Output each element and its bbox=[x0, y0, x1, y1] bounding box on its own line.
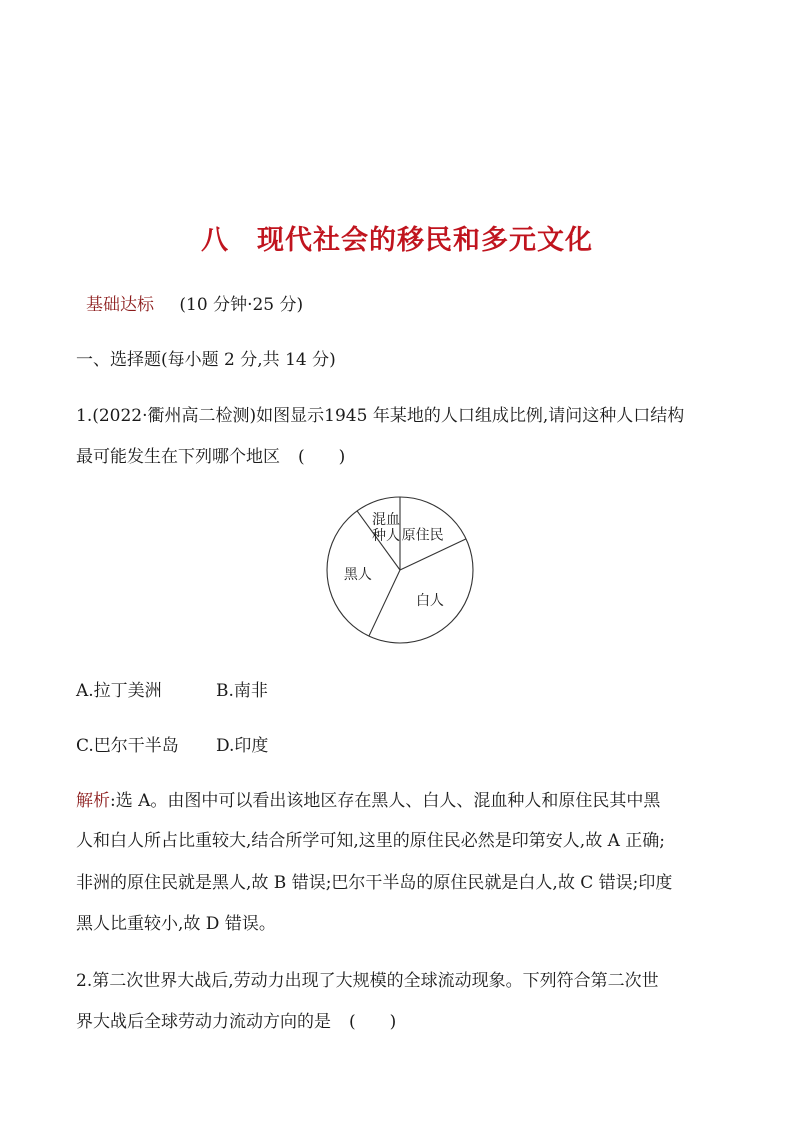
question-1-line-2 bbox=[76, 446, 345, 468]
population-pie-chart bbox=[324, 494, 476, 646]
question-1-stem-end: 最可能发生在下列哪个地区 bbox=[76, 447, 280, 467]
question-1-line-1: 1.(2022·衢州高二检测)如图显示1945 年某地的人口组成比例,请问这种人口结构 bbox=[76, 406, 685, 426]
analysis-line-1 bbox=[76, 790, 660, 812]
q1-option-b: B.南非 bbox=[216, 681, 268, 701]
analysis-line-2: 人和白人所占比重较大,结合所学可知,这里的原住民必然是印第安人,故 A 正确; bbox=[76, 831, 666, 851]
question-2-line-1: 2.第二次世界大战后,劳动力出现了大规模的全球流动现象。下列符合第二次世 bbox=[76, 971, 659, 991]
q1-option-c: C.巴尔干半岛 bbox=[76, 736, 179, 756]
section-tag-label: 基础达标 bbox=[86, 295, 154, 315]
chapter-title: 现代社会的移民和多元文化 bbox=[257, 225, 593, 256]
page-title bbox=[0, 218, 794, 257]
question-2-line-2 bbox=[76, 1011, 396, 1033]
pie-slice-label: 混血种人 bbox=[372, 511, 401, 544]
part-heading: 一、选择题(每小题 2 分,共 14 分) bbox=[76, 350, 336, 370]
q1-option-a: A.拉丁美洲 bbox=[76, 681, 162, 701]
question-2-stem-end: 界大战后全球劳动力流动方向的是 bbox=[76, 1012, 331, 1032]
analysis-text-1: :选 A。由图中可以看出该地区存在黑人、白人、混血种人和原住民其中黑 bbox=[110, 791, 661, 811]
q1-option-d: D.印度 bbox=[216, 736, 269, 756]
pie-slice-label: 白人 bbox=[415, 592, 444, 609]
analysis-label: 解析 bbox=[76, 791, 110, 811]
section-tag bbox=[86, 294, 303, 316]
chapter-number: 八 bbox=[201, 225, 229, 256]
section-tag-meta: (10 分钟·25 分) bbox=[179, 295, 304, 315]
pie-slice-label: 黑人 bbox=[343, 566, 372, 583]
answer-paren-2: ( ) bbox=[349, 1012, 397, 1032]
pie-slice-label: 原住民 bbox=[401, 527, 444, 544]
analysis-line-3: 非洲的原住民就是黑人,故 B 错误;巴尔干半岛的原住民就是白人,故 C 错误;印度 bbox=[76, 873, 673, 893]
answer-paren: ( ) bbox=[298, 447, 346, 467]
analysis-line-4: 黑人比重较小,故 D 错误。 bbox=[76, 914, 276, 934]
